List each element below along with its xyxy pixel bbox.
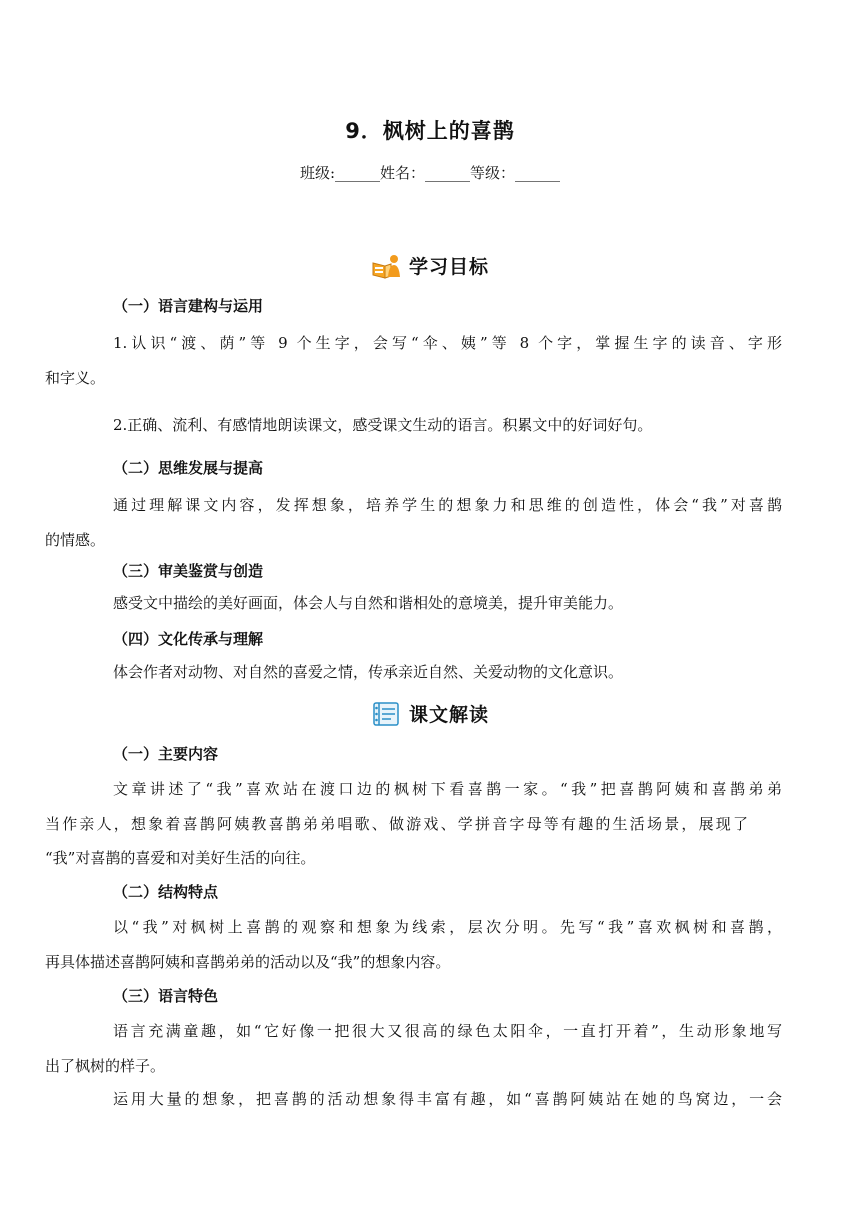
- paragraph-line: 出了枫树的样子。: [45, 1056, 166, 1075]
- paragraph-line: 运用大量的想象，把喜鹊的活动想象得丰富有趣，如“喜鹊阿姨站在她的鸟窝边，一会: [113, 1090, 782, 1108]
- subsection-title: （一）主要内容: [113, 745, 219, 763]
- student-info-line: 班级:______姓名：______等级：______: [299, 164, 561, 182]
- document-title: 9．枫树上的喜鹊: [345, 119, 515, 143]
- book-reader-icon: [371, 253, 401, 279]
- subsection-title: （三）审美鉴赏与创造: [113, 562, 264, 580]
- paragraph-line: 当作亲人，想象着喜鹊阿姨教喜鹊弟弟唱歌、做游戏、学拼音字母等有趣的生活场景，展现了: [45, 814, 748, 833]
- section-label: 课文解读: [408, 704, 489, 726]
- section-heading-goals: [0, 252, 860, 279]
- paragraph: [45, 326, 782, 395]
- paragraph-line: 语言充满童趣，如“它好像一把很大又很高的绿色太阳伞，一直打开着”，生动形象地写: [113, 1022, 782, 1040]
- paragraph-line: 和字义。: [45, 368, 106, 387]
- paragraph-line: 的情感。: [45, 530, 106, 549]
- paragraph-line: 体会作者对动物、对自然的喜爱之情，传承亲近自然、关爱动物的文化意识。: [113, 663, 624, 681]
- paragraph-line: 通过理解课文内容，发挥想象，培养学生的想象力和思维的创造性，体会“我”对喜鹊: [113, 496, 782, 514]
- notebook-icon: [371, 701, 401, 727]
- section-label: 学习目标: [408, 256, 489, 278]
- paragraph-line: 1.认识“渡、荫”等 9 个生字，会写“伞、姨”等 8 个字，掌握生字的读音、字形: [113, 334, 782, 352]
- paragraph-line: “我”对喜鹊的喜爱和对美好生活的向往。: [45, 849, 316, 867]
- paragraph-line: 2.正确、流利、有感情地朗读课文，感受课文生动的语言。积累文中的好词好句。: [113, 416, 653, 434]
- paragraph: [79, 1082, 782, 1117]
- subsection-title: （二）思维发展与提高: [113, 459, 264, 477]
- paragraph-line: 以“我”对枫树上喜鹊的观察和想象为线索，层次分明。先写“我”喜欢枫树和喜鹊，: [113, 918, 782, 936]
- subsection-title: （三）语言特色: [113, 987, 219, 1005]
- paragraph: [45, 772, 782, 876]
- subsection-title: （二）结构特点: [113, 883, 219, 901]
- paragraph: [45, 910, 782, 979]
- subsection-title: （一）语言建构与运用: [113, 297, 264, 315]
- paragraph: [45, 1014, 782, 1083]
- paragraph: [79, 408, 782, 443]
- paragraph-line: 再具体描述喜鹊阿姨和喜鹊弟弟的活动以及“我”的想象内容。: [45, 952, 451, 971]
- paragraph: [45, 488, 782, 557]
- paragraph-line: 文章讲述了“我”喜欢站在渡口边的枫树下看喜鹊一家。“我”把喜鹊阿姨和喜鹊弟弟: [113, 780, 782, 798]
- paragraph-line: 感受文中描绘的美好画面，体会人与自然和谐相处的意境美，提升审美能力。: [113, 594, 624, 612]
- paragraph: [79, 655, 782, 690]
- paragraph: [79, 586, 782, 621]
- subsection-title: （四）文化传承与理解: [113, 630, 264, 648]
- section-heading-reading: [0, 700, 860, 727]
